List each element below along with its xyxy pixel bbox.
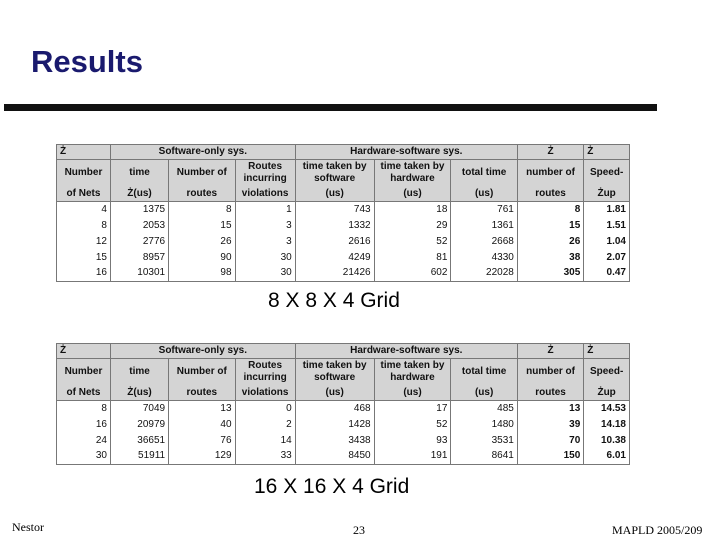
table-cell: 26 [517,234,583,250]
table-cell: 2053 [110,218,168,234]
table-cell: 1332 [295,218,374,234]
header-hardware-group: Hardware-software sys. [295,145,517,160]
header-up: Żup [584,187,630,202]
table-row [57,218,630,234]
header-violations: violations [235,386,295,401]
table-cell: 602 [374,266,451,282]
header-routes: routes [169,187,235,202]
header-us-hardware: (us) [374,386,451,401]
table-cell: 2776 [110,234,168,250]
header-up: Żup [584,386,630,401]
header-corner-marker: Ż [57,145,111,160]
table-cell: 90 [169,250,235,266]
footer-author: Nestor [12,520,44,534]
table-cell: 15 [517,218,583,234]
results-table-16x16x4 [56,343,630,465]
header-time-software: time taken by software [295,160,374,187]
table-cell: 1.04 [584,234,630,250]
table-cell: 52 [374,234,451,250]
table-cell: 16 [57,417,111,433]
table-cell: 8 [517,202,583,218]
table-cell: 36651 [110,433,168,449]
header-software-group: Software-only sys. [110,145,295,160]
table-cell: 2616 [295,234,374,250]
table-cell: 10301 [110,266,168,282]
header-time-hardware: time taken by hardware [374,359,451,386]
table-cell: 24 [57,433,111,449]
table-cell: 468 [295,401,374,417]
table-cell: 10.38 [584,433,630,449]
header-number-of: number of [517,160,583,187]
header-time: time [110,359,168,386]
table-cell: 4249 [295,250,374,266]
table-row [57,250,630,266]
table-cell: 743 [295,202,374,218]
table-cell: 150 [517,449,583,465]
table-cell: 8641 [451,449,517,465]
table-cell: 16 [57,266,111,282]
table-cell: 21426 [295,266,374,282]
table-cell: 4 [57,202,111,218]
header-of-nets: of Nets [57,386,111,401]
header-hardware-marker: Ż [517,344,583,359]
table-cell: 93 [374,433,451,449]
header-time-software: time taken by software [295,359,374,386]
header-us-software: (us) [295,187,374,202]
table-cell: 30 [235,266,295,282]
header-routes-hw: routes [517,386,583,401]
table-cell: 0.47 [584,266,630,282]
table-cell: 2 [235,417,295,433]
header-number-of-routes: Number of [169,160,235,187]
header-number: Number [57,160,111,187]
header-hardware-marker: Ż [517,145,583,160]
table-cell: 30 [57,449,111,465]
table-cell: 4330 [451,250,517,266]
header-speed-marker: Ż [584,145,630,160]
table-caption-8x8x4: 8 X 8 X 4 Grid [268,289,400,312]
table-cell: 8 [57,218,111,234]
header-routes-incurring: Routes incurring [235,160,295,187]
table-caption-16x16x4: 16 X 16 X 4 Grid [254,475,410,498]
table-cell: 8 [169,202,235,218]
table-cell: 7049 [110,401,168,417]
header-us-software: (us) [295,386,374,401]
header-time: time [110,160,168,187]
results-table-8x8x4 [56,144,630,282]
slide-title: Results [31,44,143,79]
table-cell: 3531 [451,433,517,449]
table-cell: 13 [169,401,235,417]
table-cell: 17 [374,401,451,417]
table-cell: 1428 [295,417,374,433]
table-cell: 14 [235,433,295,449]
table-cell: 14.53 [584,401,630,417]
table-cell: 98 [169,266,235,282]
header-us-total: (us) [451,187,517,202]
header-speed: Speed- [584,359,630,386]
table-cell: 8957 [110,250,168,266]
header-speed-marker: Ż [584,344,630,359]
header-us-hardware: (us) [374,187,451,202]
table-cell: 2668 [451,234,517,250]
table-cell: 15 [169,218,235,234]
table-cell: 2.07 [584,250,630,266]
title-underline [4,104,657,111]
table-cell: 3 [235,218,295,234]
table-cell: 485 [451,401,517,417]
footer-page-number: 23 [353,523,365,537]
table-row [57,417,630,433]
table-cell: 1480 [451,417,517,433]
header-hardware-group: Hardware-software sys. [295,344,517,359]
header-routes: routes [169,386,235,401]
table-cell: 1375 [110,202,168,218]
table-cell: 13 [517,401,583,417]
header-corner-marker: Ż [57,344,111,359]
table-cell: 129 [169,449,235,465]
table-cell: 38 [517,250,583,266]
table-cell: 30 [235,250,295,266]
table-cell: 8450 [295,449,374,465]
table-cell: 81 [374,250,451,266]
table-cell: 3 [235,234,295,250]
table-cell: 1 [235,202,295,218]
table-cell: 40 [169,417,235,433]
table-cell: 14.18 [584,417,630,433]
table-cell: 3438 [295,433,374,449]
table-cell: 70 [517,433,583,449]
header-time-hardware: time taken by hardware [374,160,451,187]
table-row [57,433,630,449]
header-time-unit: Ż(us) [110,386,168,401]
header-of-nets: of Nets [57,187,111,202]
table-cell: 33 [235,449,295,465]
footer-conference: MAPLD 2005/209 [612,523,703,537]
header-number: Number [57,359,111,386]
header-total-time: total time [451,160,517,187]
table-cell: 6.01 [584,449,630,465]
table-cell: 20979 [110,417,168,433]
table-cell: 191 [374,449,451,465]
table-row [57,202,630,218]
table-cell: 52 [374,417,451,433]
header-total-time: total time [451,359,517,386]
table-cell: 1.51 [584,218,630,234]
header-routes-incurring: Routes incurring [235,359,295,386]
table-cell: 22028 [451,266,517,282]
table-cell: 761 [451,202,517,218]
table-cell: 305 [517,266,583,282]
table-cell: 76 [169,433,235,449]
table-cell: 26 [169,234,235,250]
header-software-group: Software-only sys. [110,344,295,359]
header-number-of-routes: Number of [169,359,235,386]
table-cell: 39 [517,417,583,433]
table-cell: 12 [57,234,111,250]
table-cell: 15 [57,250,111,266]
header-time-unit: Ż(us) [110,187,168,202]
table-cell: 8 [57,401,111,417]
table-cell: 0 [235,401,295,417]
header-speed: Speed- [584,160,630,187]
table-cell: 1.81 [584,202,630,218]
header-routes-hw: routes [517,187,583,202]
table-cell: 51911 [110,449,168,465]
table-cell: 29 [374,218,451,234]
header-number-of: number of [517,359,583,386]
table-cell: 18 [374,202,451,218]
table-row [57,401,630,417]
table-row [57,234,630,250]
table-row [57,449,630,465]
header-violations: violations [235,187,295,202]
table-row [57,266,630,282]
table-cell: 1361 [451,218,517,234]
header-us-total: (us) [451,386,517,401]
